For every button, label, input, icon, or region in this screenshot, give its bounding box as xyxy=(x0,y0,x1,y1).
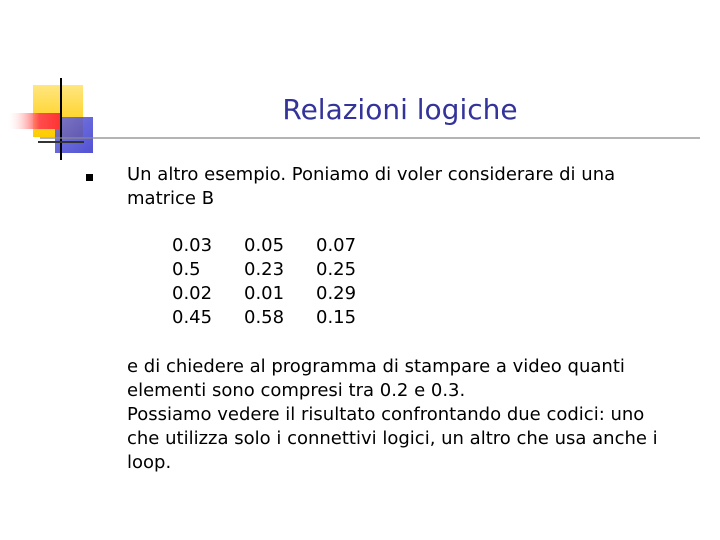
matrix-cell: 0.15 xyxy=(316,307,357,328)
matrix-cell: 0.29 xyxy=(316,283,357,304)
intro-line-1: Un altro esempio. Poniamo di voler considerare di una xyxy=(127,164,616,185)
matrix-column-3 xyxy=(316,234,388,330)
matrix-cell: 0.05 xyxy=(244,235,285,256)
matrix-cell: 0.5 xyxy=(172,259,201,280)
matrix-column-2 xyxy=(244,234,316,330)
matrix-b xyxy=(172,234,388,330)
matrix-cell: 0.02 xyxy=(172,283,213,304)
matrix-cell: 0.03 xyxy=(172,235,213,256)
body-line: Possiamo vedere il risultato confrontando due codici: uno xyxy=(127,404,645,425)
intro-text xyxy=(127,163,667,211)
body-line: e di chiedere al programma di stampare a video quanti xyxy=(127,356,625,377)
deco-red-bar xyxy=(8,113,60,129)
body-line: elementi sono compresi tra 0.2 e 0.3. xyxy=(127,380,466,401)
matrix-cell: 0.01 xyxy=(244,283,285,304)
matrix-cell: 0.07 xyxy=(316,235,357,256)
matrix-column-1 xyxy=(172,234,244,330)
slide-title: Relazioni logiche xyxy=(282,93,518,126)
body-paragraph xyxy=(127,355,667,475)
matrix-cell: 0.23 xyxy=(244,259,285,280)
bullet-icon xyxy=(86,174,93,181)
matrix-cell: 0.25 xyxy=(316,259,357,280)
body-line: che utilizza solo i connettivi logici, un altro che usa anche i xyxy=(127,428,658,449)
matrix-cell: 0.58 xyxy=(244,307,285,328)
body-line: loop. xyxy=(127,452,172,473)
matrix-cell: 0.45 xyxy=(172,307,213,328)
intro-line-2: matrice B xyxy=(127,188,215,209)
